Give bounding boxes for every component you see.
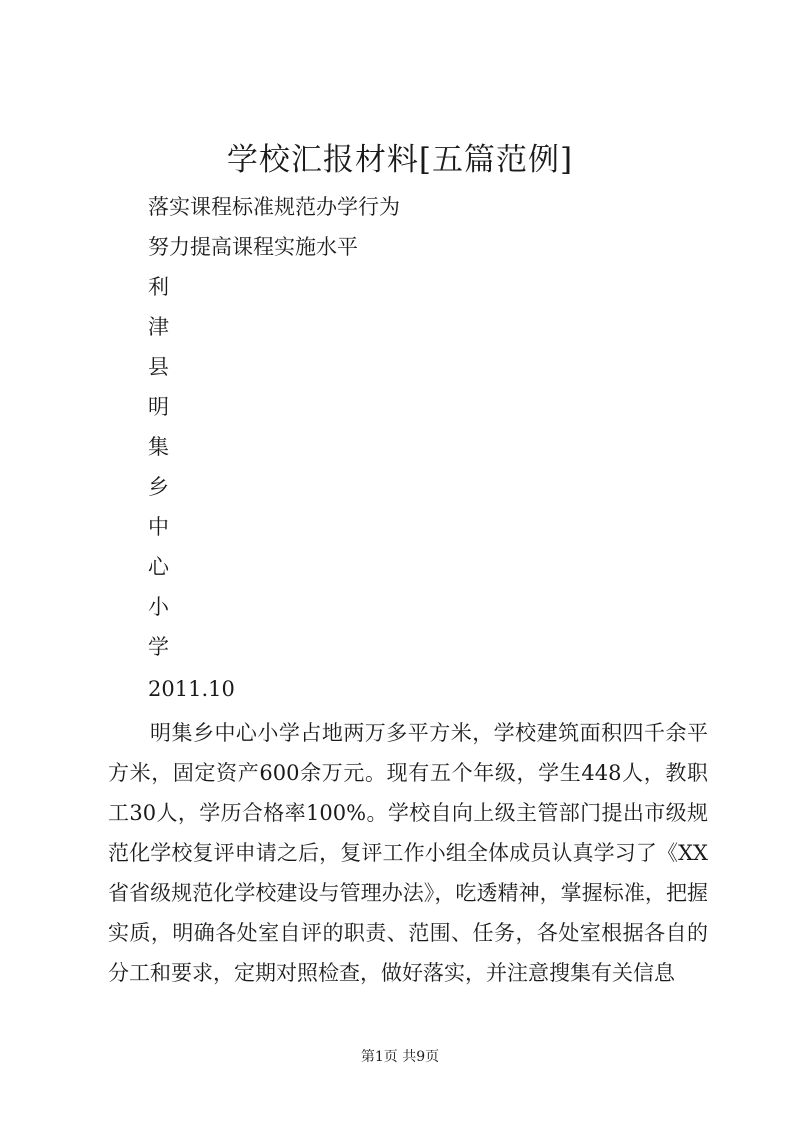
school-char: 明 [148,395,169,419]
school-char: 中 [148,515,169,539]
school-char: 利 [148,275,169,299]
school-char: 县 [148,355,169,379]
subtitle-line-2: 努力提高课程实施水平 [148,235,358,259]
school-char: 小 [148,595,169,619]
body-paragraph: 明集乡中心小学占地两万多平方米，学校建筑面积四千余平方米，固定资产600余万元。现有五个年级，学生448人，教职工30人，学历合格率100%。学校自向上级主管部门提出市级规范化学校复评申请之后，复评工作小组全体成员认真学习了《XX省省级规范化学校建设与管理办法》，吃透精神，掌握标准，把握实质，明确各处室自评的职责、范围、任务，各处室根据各自的分工和要求，定期对照检查，做好落实，并注意搜集有关信息 [108,721,708,985]
document-title: 学校汇报材料[五篇范例] [226,142,574,178]
school-char: 学 [148,635,169,659]
school-char: 心 [148,555,169,579]
page-number: 第1页 共9页 [360,1049,440,1065]
school-char: 津 [148,315,169,339]
school-char: 集 [148,435,169,459]
subtitle-line-1: 落实课程标准规范办学行为 [148,195,400,219]
document-date: 2011.10 [148,677,235,701]
school-char: 乡 [148,475,169,499]
